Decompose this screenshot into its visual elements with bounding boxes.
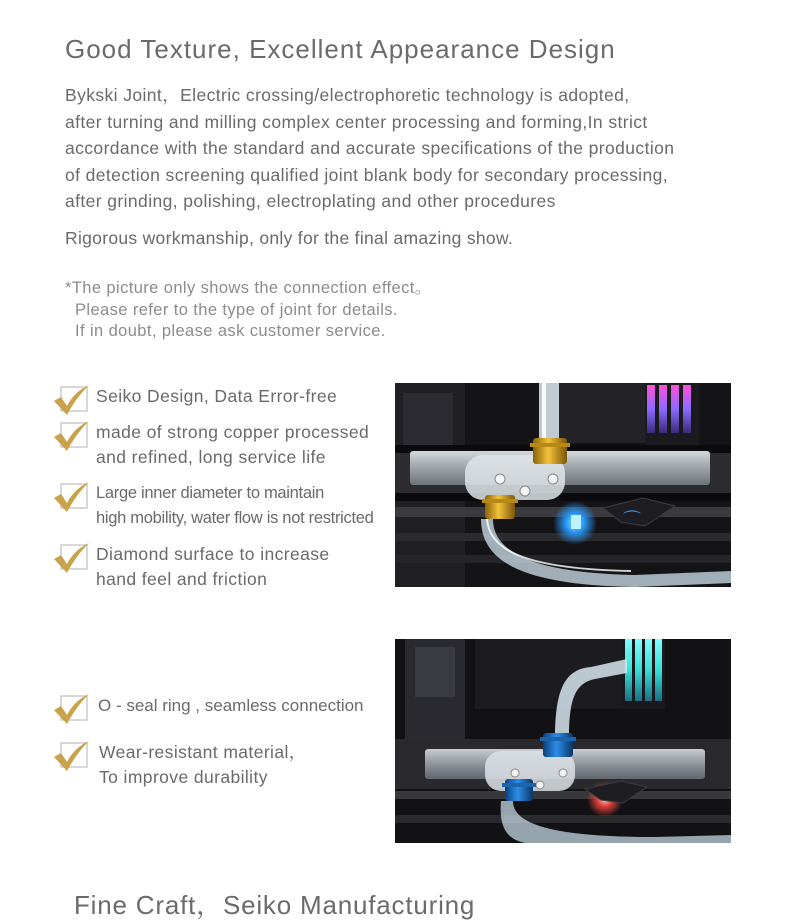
feature-text (96, 420, 369, 470)
footer-title: Fine Craft，Seiko Manufacturing (74, 890, 476, 920)
feature-line: Large inner diameter to maintain (96, 484, 324, 502)
note-line: If in doubt, please ask customer service. (75, 322, 386, 340)
pc-build-illustration (395, 383, 731, 587)
feature-line: Wear-resistant material， (99, 742, 307, 762)
feature-line: To improve durability (99, 767, 268, 787)
note-line: Please refer to the type of joint for details. (75, 300, 398, 319)
feature-text (96, 481, 374, 531)
feature-item (52, 481, 374, 531)
feature-text (99, 740, 307, 790)
feature-line: hand feel and friction (96, 569, 268, 589)
checkmark-icon (52, 420, 92, 454)
feature-line: made of strong copper processed (96, 422, 370, 442)
intro-line: accordance with the standard and accurate specifications of the production (65, 138, 675, 158)
disclaimer-note (65, 278, 432, 343)
page-title: Good Texture, Excellent Appearance Design (65, 34, 616, 64)
checkmark-icon (52, 481, 92, 515)
checkmark-icon (52, 384, 92, 418)
product-photo-gold-fitting (395, 383, 731, 587)
feature-item (52, 384, 337, 418)
feature-item (52, 693, 364, 727)
feature-line: Seiko Design, Data Error-free (96, 386, 338, 406)
feature-text (96, 384, 337, 409)
feature-item (52, 542, 330, 592)
checkmark-icon (52, 693, 92, 727)
intro-line: after grinding, polishing, electroplating and other procedures (65, 191, 556, 211)
note-line: *The picture only shows the connection effect。 (65, 279, 432, 297)
feature-line: high mobility, water flow is not restricted (96, 509, 374, 527)
intro-paragraph (65, 82, 745, 215)
intro-line: after turning and milling complex center processing and forming,In strict (65, 111, 648, 132)
svg-text:⌒: ⌒ (623, 510, 641, 531)
checkmark-icon (52, 542, 92, 576)
product-photo-blue-fitting (395, 639, 731, 843)
feature-line: Diamond surface to increase (96, 544, 330, 564)
feature-line: and refined, long service life (96, 447, 326, 467)
feature-text (96, 542, 330, 592)
rigorous-statement: Rigorous workmanship, only for the final amazing show. (65, 228, 514, 248)
feature-text (98, 693, 364, 718)
intro-line: Bykski Joint，Electric crossing/electrophoretic technology is adopted, (65, 85, 630, 105)
checkmark-icon (52, 740, 92, 774)
feature-item (52, 420, 369, 470)
feature-line: O - seal ring , seamless connection (98, 696, 364, 715)
feature-item (52, 740, 307, 790)
pc-build-illustration (395, 639, 731, 843)
intro-line: of detection screening qualified joint blank body for secondary processing, (65, 164, 668, 185)
